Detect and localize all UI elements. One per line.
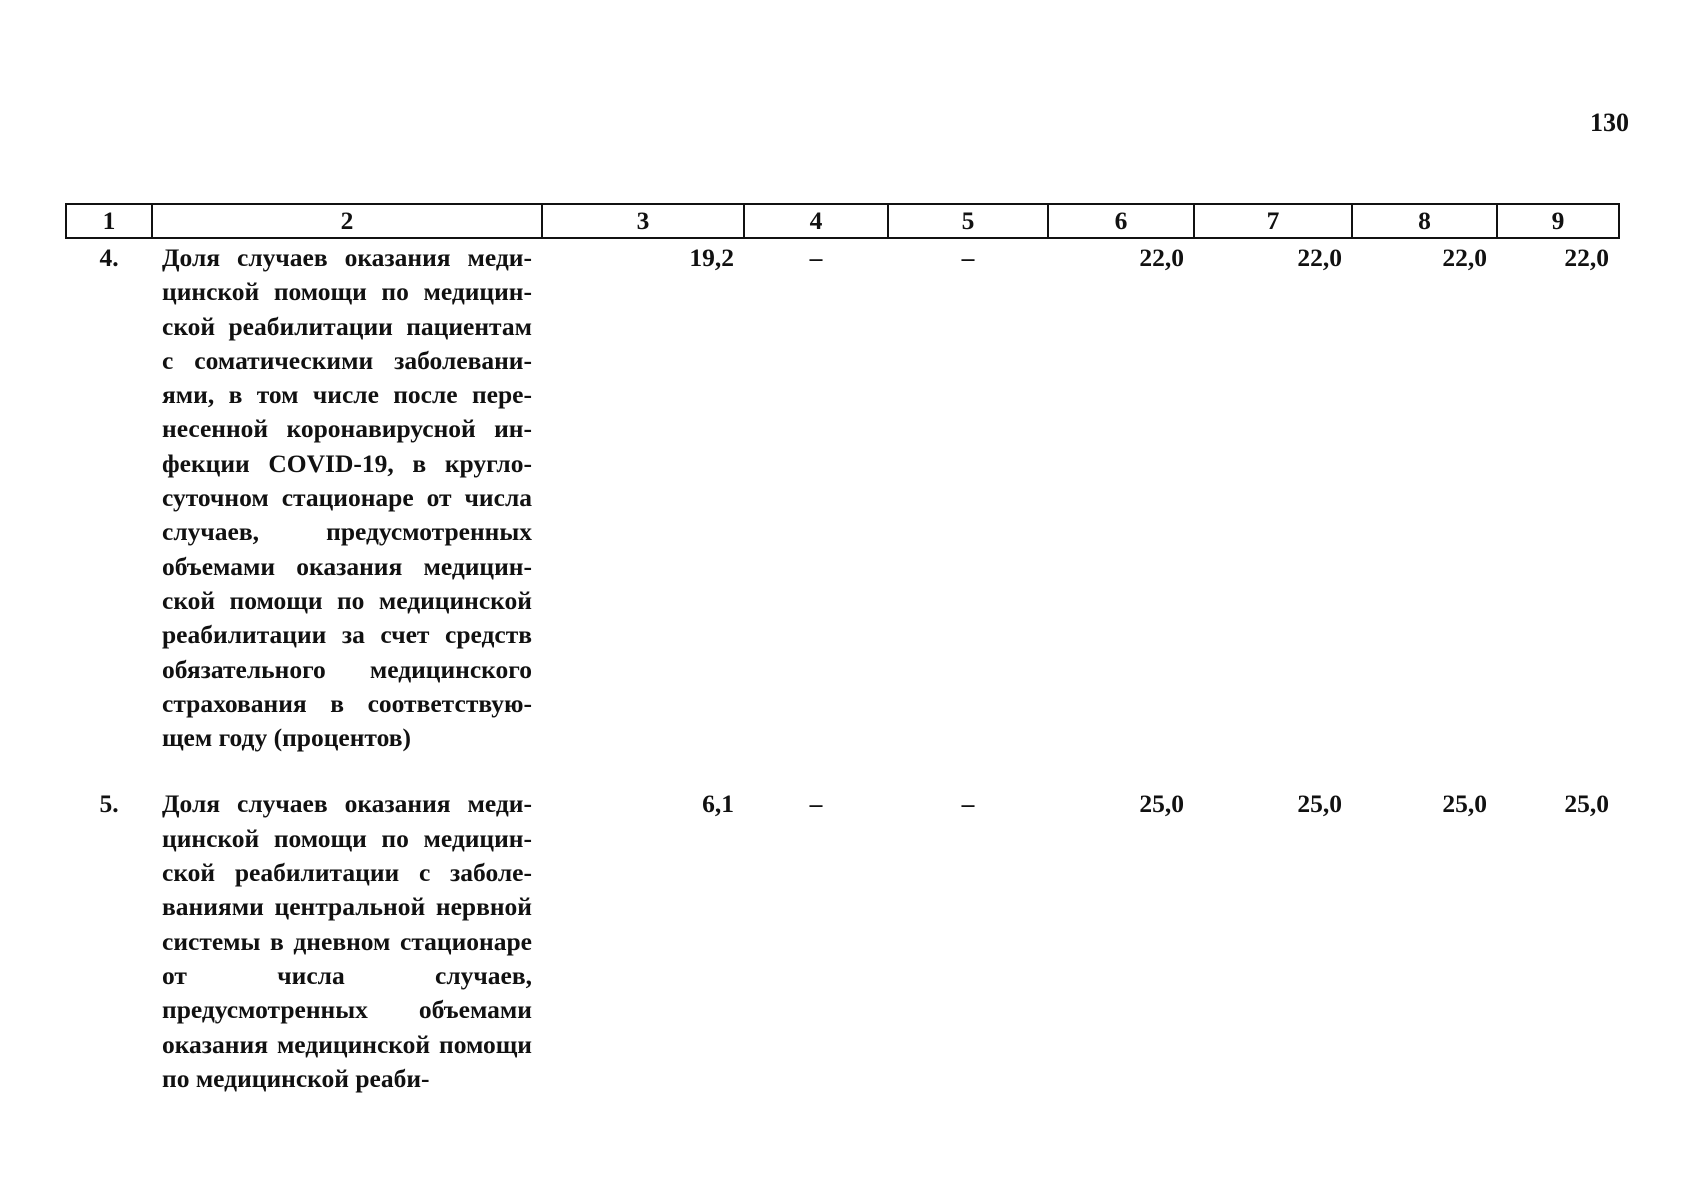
row-number: 4. — [99, 243, 119, 272]
value-col-5: – — [961, 789, 975, 819]
table-row — [66, 238, 1619, 755]
header-col-8: 8 — [1352, 204, 1497, 238]
value-col-8: 25,0 — [1442, 789, 1487, 819]
header-col-6: 6 — [1048, 204, 1194, 238]
value-col-4: – — [809, 789, 823, 819]
indicator-description: Доля случаев оказания медицинской помощи по медицинской реабилитации с заболеваниями центральной нервной системы в дневном стационаре от числа случаев, предусмотренных объемами оказания медицинской помощи по медицинской реаби- — [162, 789, 532, 1093]
header-col-4: 4 — [744, 204, 888, 238]
value-col-9: 25,0 — [1564, 789, 1609, 819]
value-col-3: 6,1 — [702, 789, 734, 819]
header-col-5: 5 — [888, 204, 1048, 238]
page-number: 130 — [1590, 108, 1629, 137]
row-spacer — [66, 755, 1619, 785]
value-col-9: 22,0 — [1564, 243, 1609, 272]
table-row — [66, 785, 1619, 1096]
indicator-table — [65, 203, 1620, 1096]
value-col-8: 22,0 — [1442, 243, 1487, 272]
header-col-1: 1 — [66, 204, 152, 238]
value-col-4: – — [809, 243, 823, 272]
header-row — [66, 204, 1619, 238]
value-col-7: 25,0 — [1297, 789, 1342, 819]
value-col-6: 22,0 — [1139, 243, 1184, 272]
value-col-6: 25,0 — [1139, 789, 1184, 819]
spacer-cell — [66, 755, 1619, 785]
value-col-3: 19,2 — [689, 243, 734, 272]
header-col-7: 7 — [1194, 204, 1352, 238]
indicator-description: Доля случаев оказания медицинской помощи по медицинской реабилитации пациентам с соматическими заболеваниями, в том числе после перенесенной коронавирусной инфекции COVID-19, в круглосуточном стационаре от числа случаев, предусмотренных объемами оказания медицинской помощи по медицинской реабилитации за счет средств обязательного медицинского страхования в соответствующем году (процентов) — [162, 243, 532, 753]
value-col-7: 22,0 — [1297, 243, 1342, 272]
header-col-3: 3 — [542, 204, 744, 238]
row-number: 5. — [99, 789, 119, 819]
header-col-9: 9 — [1497, 204, 1619, 238]
value-col-5: – — [961, 243, 975, 272]
header-col-2: 2 — [152, 204, 542, 238]
